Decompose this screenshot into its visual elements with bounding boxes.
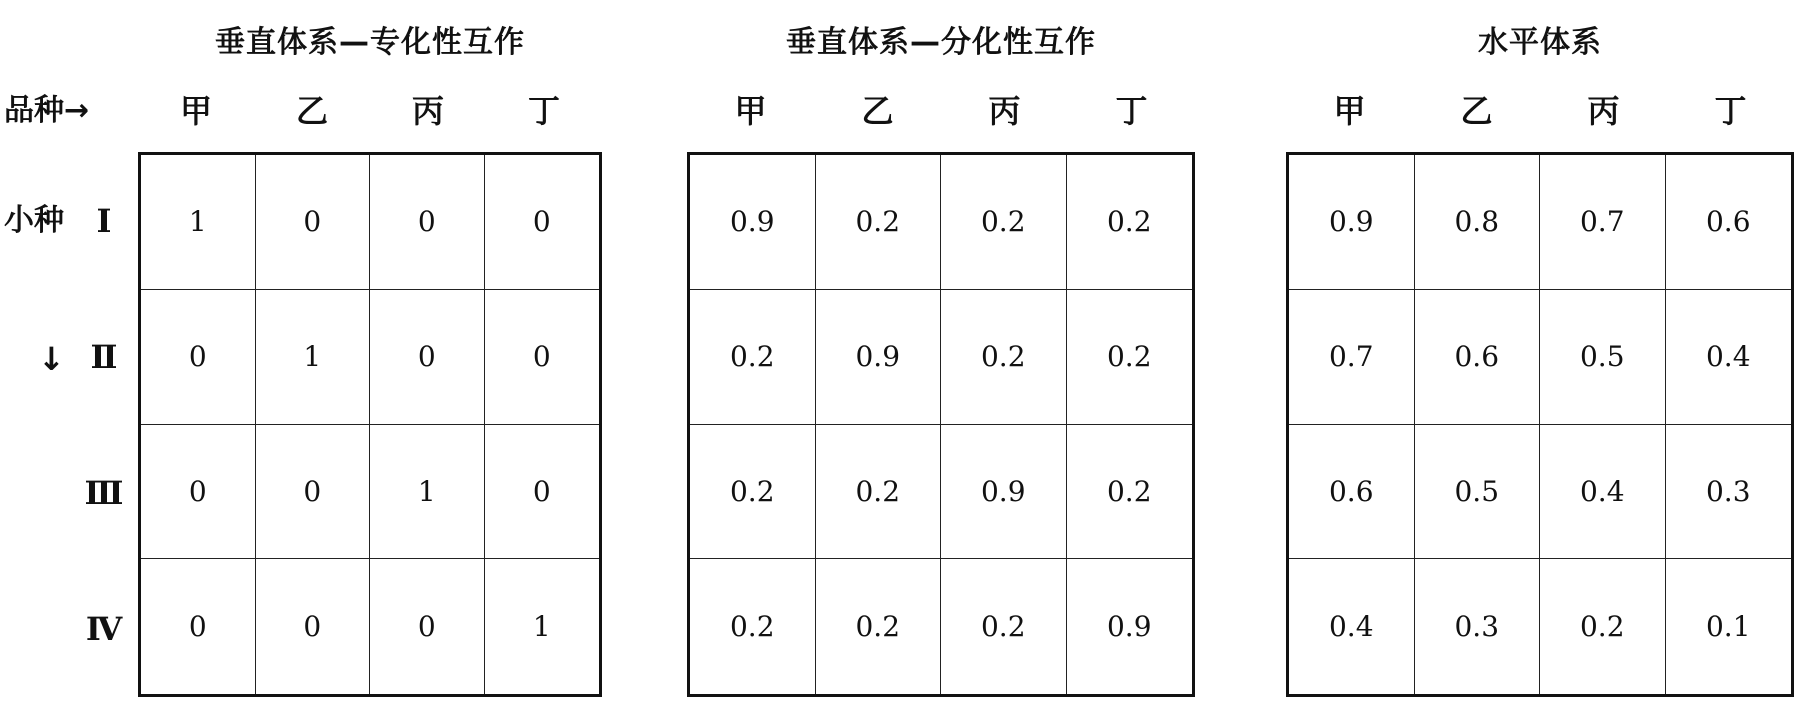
col-header: 丙	[988, 92, 1021, 130]
matrix-cell: 0.2	[690, 290, 816, 425]
matrix-cell: 0.3	[1666, 425, 1792, 560]
matrix-cell: 0.4	[1289, 559, 1415, 694]
matrix-cell: 1	[370, 425, 485, 560]
matrix-cell: 0	[370, 559, 485, 694]
col-header: 丁	[1714, 92, 1747, 130]
matrix-horizontal	[1286, 152, 1794, 697]
matrix-cell: 1	[141, 155, 256, 290]
matrix-cell: 0	[370, 155, 485, 290]
col-header: 甲	[179, 92, 212, 130]
matrix-cell: 1	[532, 610, 551, 644]
matrix-cell: 0.9	[941, 425, 1067, 560]
row-label-2: Ⅱ	[90, 338, 118, 376]
panel-title-specific: 垂直体系—专化性互作	[215, 25, 525, 60]
matrix-cell: 0.5	[1415, 425, 1541, 560]
col-header: 甲	[1333, 92, 1366, 130]
matrix-cell: 0	[141, 290, 256, 425]
matrix-cell: 0	[141, 559, 256, 694]
matrix-cell: 0.2	[690, 559, 816, 694]
matrix-cell: 0.2	[1067, 290, 1193, 425]
matrix-cell: 0	[485, 155, 600, 290]
matrix-cell: 0.2	[1540, 559, 1666, 694]
matrix-cell: 0.2	[816, 155, 942, 290]
matrix-cell: 0.6	[1666, 155, 1792, 290]
matrix-cell: 0.2	[1067, 425, 1193, 560]
panel-title-horizontal: 水平体系	[1478, 25, 1602, 60]
matrix-cell: 0.2	[1067, 155, 1193, 290]
matrix-cell: 0.2	[816, 559, 942, 694]
matrix-cell: 0.4	[1540, 425, 1666, 560]
matrix-cell: 0	[485, 290, 600, 425]
col-header: 乙	[861, 92, 894, 130]
row-label-1: Ⅰ	[96, 202, 112, 240]
matrix-cell: 0.5	[1540, 290, 1666, 425]
matrix-cell: 0.7	[1540, 155, 1666, 290]
varieties-axis-label: 品种→	[4, 93, 90, 128]
matrix-cell: 0	[256, 559, 371, 694]
matrix-cell: 0.2	[816, 425, 942, 560]
matrix-cell: 0	[256, 425, 371, 560]
matrix-cell: 0.9	[1289, 155, 1415, 290]
matrix-cell: 0	[485, 425, 600, 560]
matrix-cell: 0.7	[1289, 290, 1415, 425]
down-arrow-icon: ↓	[38, 340, 65, 378]
matrix-cell: 0.3	[1415, 559, 1541, 694]
matrix-cell: 0	[370, 290, 485, 425]
matrix-cell: 0	[141, 425, 256, 560]
col-header: 丁	[527, 92, 560, 130]
matrix-cell: 0.4	[1666, 290, 1792, 425]
species-axis-label: 小种	[4, 203, 64, 238]
panel-title-differential: 垂直体系—分化性互作	[786, 25, 1096, 60]
col-header: 甲	[734, 92, 767, 130]
matrix-cell: 0	[256, 155, 371, 290]
matrix-cell: 0.9	[690, 155, 816, 290]
matrix-cell: 0.1	[1705, 610, 1751, 644]
matrix-specific	[138, 152, 602, 697]
col-header: 丁	[1115, 92, 1148, 130]
matrix-cell: 0.2	[690, 425, 816, 560]
matrix-cell: 0.2	[941, 290, 1067, 425]
matrix-cell: 0.6	[1289, 425, 1415, 560]
matrix-cell: 1	[256, 290, 371, 425]
col-header: 乙	[295, 92, 328, 130]
matrix-cell: 0.8	[1415, 155, 1541, 290]
matrix-cell: 0.2	[941, 559, 1067, 694]
matrix-differential	[687, 152, 1195, 697]
row-label-3: Ⅲ	[84, 474, 124, 512]
col-header: 乙	[1460, 92, 1493, 130]
matrix-cell: 0.9	[1106, 610, 1152, 644]
row-label-4: Ⅳ	[85, 610, 123, 648]
matrix-cell: 0.6	[1415, 290, 1541, 425]
col-header: 丙	[411, 92, 444, 130]
matrix-cell: 0.9	[816, 290, 942, 425]
col-header: 丙	[1587, 92, 1620, 130]
matrix-cell: 0.2	[941, 155, 1067, 290]
